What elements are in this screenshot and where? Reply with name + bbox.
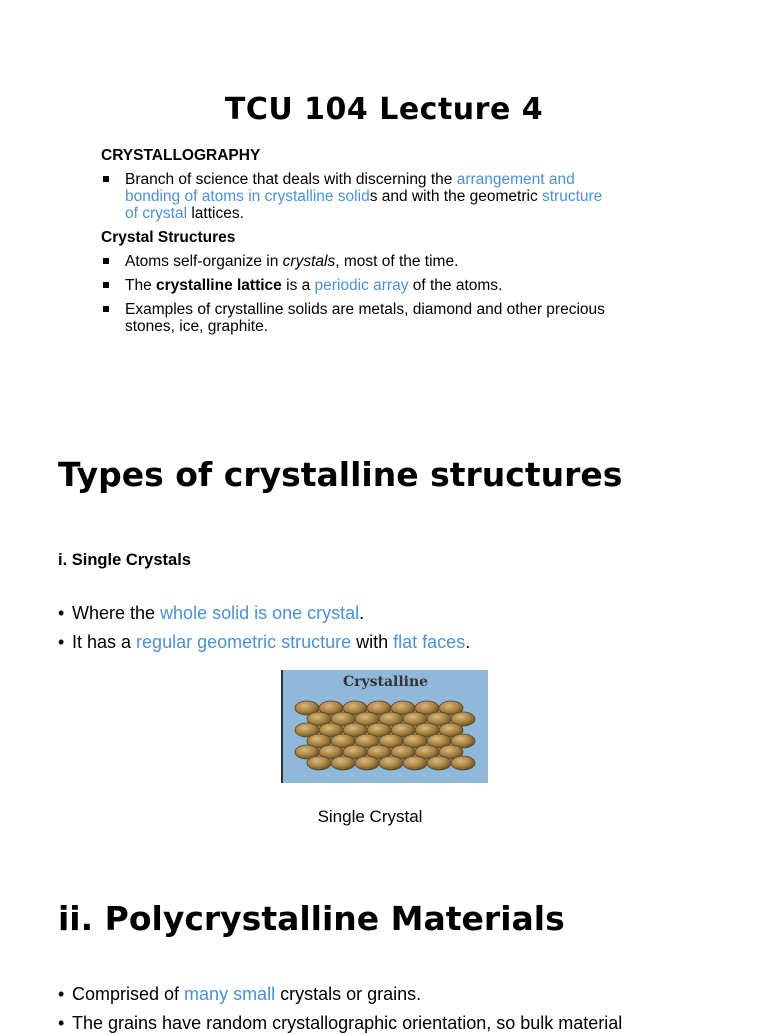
atom: [355, 756, 379, 770]
atom-lattice-graphic: [283, 670, 488, 783]
highlight-text: bonding of atoms in crystalline solid: [125, 188, 370, 205]
highlight-text: regular geometric structure: [136, 632, 352, 652]
types-title: Types of crystalline structures: [58, 455, 623, 494]
bullet-many-small: • Comprised of many small crystals or grains.: [58, 984, 422, 1004]
atom: [451, 756, 475, 770]
section-heading-crystal-structures: Crystal Structures: [101, 229, 236, 246]
highlight-text: flat faces: [393, 632, 466, 652]
bullet-crystalline-lattice: The crystalline lattice is a periodic array of the atoms.: [125, 277, 503, 294]
highlight-text: arrangement and: [456, 171, 575, 188]
highlight-text: periodic array: [314, 277, 409, 294]
crystalline-image: [281, 670, 488, 783]
bullet-examples: Examples of crystalline solids are metals, diamond and other precious stones, ice, graphite.: [125, 301, 685, 335]
atom: [331, 756, 355, 770]
highlight-text: whole solid is one crystal: [160, 603, 360, 623]
bullet-crystallography-definition: Branch of science that deals with discerning the arrangement and bonding of atoms in crystalline solids and with the geometric structure of crystal lattices.: [125, 171, 685, 222]
section-heading-crystallography: CRYSTALLOGRAPHY: [101, 147, 261, 164]
image-caption: Single Crystal: [317, 807, 423, 826]
atom: [403, 756, 427, 770]
highlight-text: of crystal: [125, 205, 188, 222]
bullet-regular-structure: • It has a regular geometric structure with flat faces.: [58, 632, 471, 652]
crystalline-image-label: Crystalline: [342, 674, 429, 690]
bullet-random-orientation: • The grains have random crystallographic orientation, so bulk material: [58, 1013, 623, 1033]
polycrystalline-title: ii. Polycrystalline Materials: [58, 899, 565, 938]
subheading-single-crystals: i. Single Crystals: [58, 551, 191, 569]
highlight-text: structure: [542, 188, 603, 205]
lecture-title: TCU 104 Lecture 4: [224, 92, 544, 127]
atom: [379, 756, 403, 770]
highlight-text: many small: [184, 984, 276, 1004]
atom: [427, 756, 451, 770]
atom: [307, 756, 331, 770]
bullet-atoms-self-organize: Atoms self-organize in crystals, most of the time.: [125, 253, 459, 270]
bullet-whole-solid: • Where the whole solid is one crystal.: [58, 603, 365, 623]
